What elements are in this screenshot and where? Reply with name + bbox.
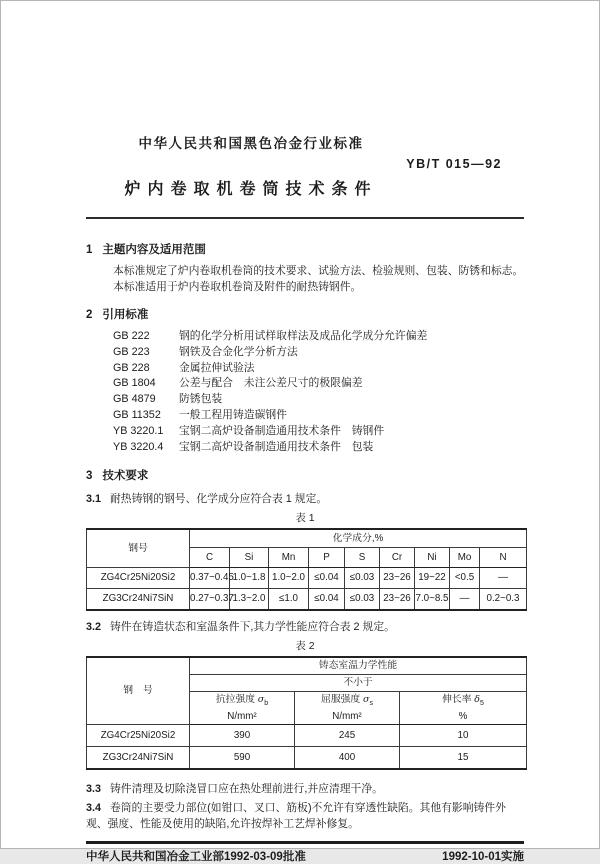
property-symbol-sub: s	[369, 699, 373, 707]
table-2-group-header: 铸态室温力学性能	[190, 657, 527, 675]
reference-code: GB 222	[113, 330, 150, 342]
reference-title: 防锈包装	[179, 393, 223, 406]
reference-item	[113, 408, 524, 424]
scope-paragraphs	[86, 264, 524, 295]
table-2-caption: 表 2	[295, 640, 315, 653]
clause-3-1-number: 3.1	[86, 493, 102, 506]
reference-code: YB 3220.4	[113, 440, 164, 453]
scope-paragraph-2: 本标准适用于炉内卷取机卷筒及附件的耐热铸钢件。	[113, 280, 362, 293]
table-2-grade-header: 钢 号	[87, 657, 190, 725]
property-unit: %	[458, 710, 468, 722]
clause-3-2	[86, 619, 524, 635]
table-1-caption: 表 1	[295, 512, 315, 525]
title-divider	[86, 217, 524, 219]
value-cell: 1.3~2.0	[230, 589, 269, 611]
table-1-grade-header: 钢号	[87, 529, 190, 568]
section-1-heading	[86, 243, 524, 257]
page-title: 炉内卷取机卷筒技术条件	[124, 181, 378, 198]
table-1-col-header: P	[309, 548, 345, 568]
value-cell: 19~22	[415, 568, 450, 589]
property-symbol-sub: b	[264, 699, 269, 707]
reference-code: GB 4879	[113, 393, 156, 406]
reference-item	[113, 440, 524, 456]
section-1-number: 1	[86, 244, 93, 256]
clause-3-3-number: 3.3	[86, 783, 102, 796]
table-1-col-header: Cr	[380, 548, 415, 568]
property-name: 伸长率	[442, 693, 472, 705]
scope-paragraph-1: 本标准规定了炉内卷取机卷筒的技术要求、试验方法、检验规则、包装、防锈和标志。	[113, 265, 524, 277]
table-1-chemical-composition	[86, 528, 527, 611]
table-1-col-header: Ni	[415, 548, 450, 568]
table-2-col-header	[190, 692, 295, 725]
property-name: 屈服强度	[321, 693, 361, 705]
value-cell: 0.37~0.45	[190, 568, 230, 589]
value-cell: 23~26	[380, 568, 415, 589]
reference-item	[113, 361, 524, 377]
value-cell: <0.5	[450, 568, 480, 589]
property-symbol: σ	[362, 693, 370, 705]
reference-title: 公差与配合 未注公差尺寸的极限偏差	[179, 377, 363, 390]
reference-title: 一般工程用铸造碳钢件	[179, 408, 287, 421]
table-1-col-header: S	[345, 548, 380, 568]
steel-grade-cell: ZG3Cr24Ni7SiN	[87, 589, 190, 611]
reference-title: 钢的化学分析用试样取样法及成品化学成分允许偏差	[179, 330, 428, 342]
steel-grade-cell: ZG4Cr25Ni20Si2	[87, 725, 190, 747]
clause-3-1	[86, 491, 524, 507]
value-cell: ≤0.03	[345, 589, 380, 611]
value-cell: 7.0~8.5	[415, 589, 450, 611]
reference-item	[113, 424, 524, 440]
standard-number: YB/T 015—92	[406, 157, 502, 171]
reference-code: YB 3220.1	[113, 424, 164, 437]
reference-code: GB 1804	[113, 377, 156, 390]
property-unit: N/mm²	[227, 710, 257, 722]
value-cell: ≤0.04	[309, 589, 345, 611]
value-cell: 1.0~1.8	[230, 568, 269, 589]
clause-3-4	[86, 800, 524, 832]
clause-3-1-text: 耐热铸钢的钢号、化学成分应符合表 1 规定。	[110, 493, 328, 506]
reference-code: GB 228	[113, 361, 150, 374]
property-symbol: σ	[257, 693, 265, 705]
table-row	[87, 589, 527, 611]
reference-title: 宝钢二高炉设备制造通用技术条件 铸钢件	[179, 424, 385, 437]
steel-grade-cell: ZG3Cr24Ni7SiN	[87, 747, 190, 770]
reference-title: 宝钢二高炉设备制造通用技术条件 包装	[179, 440, 374, 453]
reference-title: 金属拉伸试验法	[179, 361, 255, 374]
section-3-heading	[86, 469, 524, 483]
reference-item	[113, 329, 524, 345]
property-name: 抗拉强度	[215, 693, 256, 705]
table-row	[87, 725, 527, 747]
table-2-mechanical-properties	[86, 656, 527, 770]
table-1-col-header: N	[480, 548, 527, 568]
reference-code: GB 11352	[113, 408, 161, 421]
section-2-title: 引用标准	[102, 309, 149, 321]
property-unit: N/mm²	[332, 710, 362, 722]
property-symbol: δ	[474, 693, 480, 705]
reference-item	[113, 392, 524, 408]
section-1-title: 主题内容及适用范围	[102, 244, 206, 256]
value-cell: 10	[400, 725, 527, 747]
approval-statement: 中华人民共和国冶金工业部1992-03-09批准	[86, 851, 306, 864]
table-row	[87, 747, 527, 770]
reference-item	[113, 376, 524, 392]
clause-3-4-number: 3.4	[86, 802, 102, 815]
value-cell: —	[450, 589, 480, 611]
value-cell: 400	[295, 747, 400, 770]
table-2-col-header	[295, 692, 400, 725]
document-content	[1, 1, 599, 864]
standard-name: 中华人民共和国黑色冶金行业标准	[138, 136, 364, 151]
value-cell: ≤0.03	[345, 568, 380, 589]
implementation-date: 1992-10-01实施	[442, 851, 524, 864]
reference-title: 钢铁及合金化学分析方法	[179, 345, 298, 358]
value-cell: 390	[190, 725, 295, 747]
footer	[86, 850, 524, 864]
value-cell: 1.0~2.0	[269, 568, 309, 589]
clause-3-3	[86, 781, 524, 797]
value-cell: 590	[190, 747, 295, 770]
table-2-col-header	[400, 692, 527, 725]
table-row	[87, 568, 527, 589]
section-2-heading	[86, 308, 524, 322]
value-cell: —	[480, 568, 527, 589]
value-cell: 245	[295, 725, 400, 747]
table-2-condition-header: 不小于	[190, 675, 527, 692]
value-cell: ≤1.0	[269, 589, 309, 611]
property-symbol-sub: 5	[479, 699, 484, 707]
clause-3-2-number: 3.2	[86, 621, 102, 634]
section-3-title: 技术要求	[102, 470, 149, 483]
footer-divider	[86, 841, 524, 844]
clause-3-3-text: 铸件清理及切除浇冒口应在热处理前进行,并应清理干净。	[110, 783, 383, 796]
value-cell: 0.27~0.37	[190, 589, 230, 611]
section-2-number: 2	[86, 309, 93, 321]
section-3-number: 3	[86, 470, 93, 483]
clause-3-2-text: 铸件在铸造状态和室温条件下,其力学性能应符合表 2 规定。	[110, 621, 395, 634]
table-1-col-header: Mn	[269, 548, 309, 568]
reference-list	[86, 329, 524, 455]
value-cell: 0.2~0.3	[480, 589, 527, 611]
value-cell: ≤0.04	[309, 568, 345, 589]
clause-3-4-text: 卷筒的主要受力部位(如钳口、叉口、筋板)不允许有穿透性缺陷。其他有影响铸件外观、强度、性能及使用的缺陷,允许按焊补工艺焊补修复。	[86, 802, 506, 831]
value-cell: 23~26	[380, 589, 415, 611]
steel-grade-cell: ZG4Cr25Ni20Si2	[87, 568, 190, 589]
reference-code: GB 223	[113, 345, 150, 358]
reference-item	[113, 345, 524, 361]
table-1-col-header: Si	[230, 548, 269, 568]
value-cell: 15	[400, 747, 527, 770]
table-1-col-header: C	[190, 548, 230, 568]
table-1-col-header: Mo	[450, 548, 480, 568]
table-1-group-header: 化学成分,%	[190, 529, 527, 548]
